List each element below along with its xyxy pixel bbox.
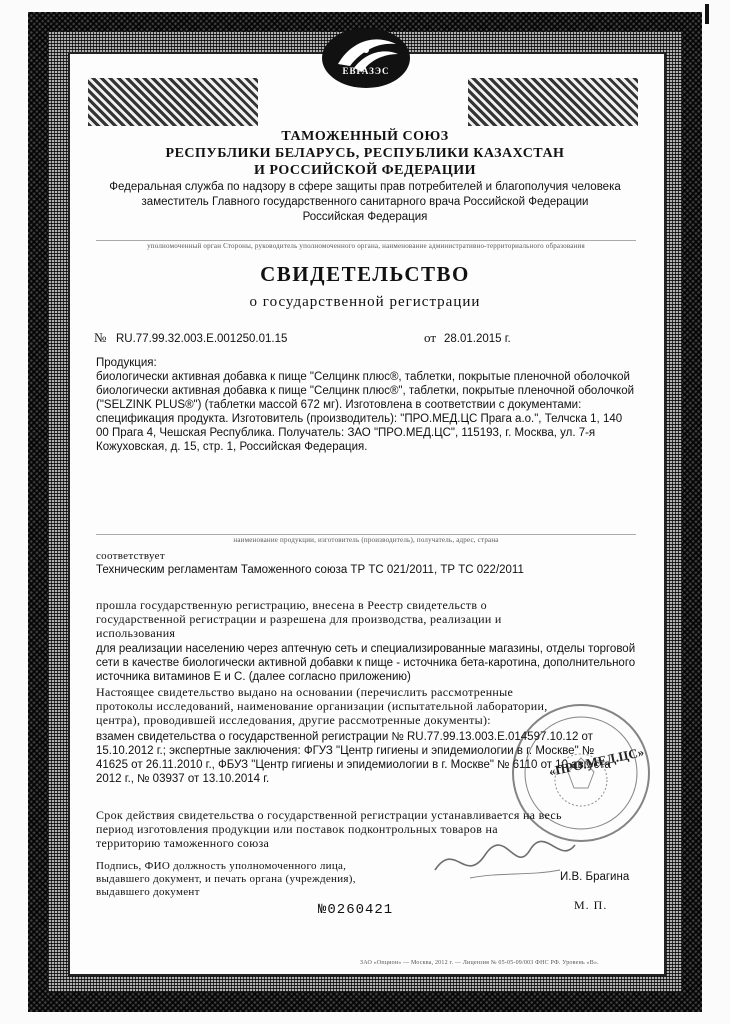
product-line-4: ("SELZINK PLUS®") (таблетки массой 672 мг). Изготовлена в соответствии с документами:: [96, 399, 582, 411]
states-heading-line2: И РОССИЙСКОЙ ФЕДЕРАЦИИ: [254, 163, 476, 178]
usage-line-3: источника витаминов Е и С. (далее согласно приложению): [96, 671, 411, 683]
ornament-band-left: [88, 78, 258, 126]
number-prefix: №: [94, 330, 107, 345]
registration-line-2: государственной регистрации и разрешена для производства, реализации и: [96, 612, 502, 626]
signature-label-1: Подпись, ФИО должность уполномоченного лица,: [96, 860, 347, 872]
signatory-name: И.В. Брагина: [560, 871, 630, 883]
certificate-number: RU.77.99.32.003.E.001250.01.15: [116, 333, 288, 345]
ornament-band-right: [468, 78, 638, 126]
product-line-2: биологически активная добавка к пище "Селцинк плюс®, таблетки, покрытые пленочной оболочкой: [96, 371, 630, 383]
authority-line1: Федеральная служба по надзору в сфере защиты прав потребителей и благополучия человека: [109, 181, 621, 193]
product-label: Продукция:: [96, 357, 157, 369]
states-heading-line1: РЕСПУБЛИКИ БЕЛАРУСЬ, РЕСПУБЛИКИ КАЗАХСТАН: [165, 146, 565, 161]
documents-line-4: 2012 г., № 03937 от 13.10.2014 г.: [96, 773, 270, 785]
authority-caption: уполномоченный орган Стороны, руководитель уполномоченного органа, наименование административно-территориального образования: [96, 240, 636, 250]
signature-label-3: выдавшего документ: [96, 886, 200, 898]
product-line-6: 00 Прага 4, Чешская Республика. Получатель: ЗАО "ПРО.МЕД.ЦС", 115193, г. Москва, ул. 7-я: [96, 427, 596, 439]
usage-line-2: сети в качестве биологически активной добавки к пище - источника бета-каротина, дополнительного: [96, 657, 636, 669]
scan-edge-mark: [705, 4, 709, 24]
union-heading: ТАМОЖЕННЫЙ СОЮЗ: [281, 129, 449, 144]
stamp-text: «ПРО.МЕД.ЦС»: [547, 744, 646, 779]
blank-number: №0260421: [318, 902, 394, 918]
documents-line-3: 41625 от 26.11.2010 г., ФБУЗ "Центр гигиены и эпидемиологии в г. Москве" № 6110 от 10 августа: [96, 759, 611, 771]
registration-line-1: прошла государственную регистрацию, внесена в Реестр свидетельств о: [96, 598, 487, 612]
handwritten-signature: [430, 830, 580, 890]
product-caption: наименование продукции, изготовитель (производитель), получатель, адрес, страна: [96, 534, 636, 544]
print-footer: ЗАО «Опцион» — Москва, 2012 г. — Лицензия № 05-05-09/003 ФНС РФ. Уровень «В».: [360, 960, 599, 966]
certificate-date: 28.01.2015 г.: [444, 333, 511, 345]
usage-line-1: для реализации населению через аптечную сеть и специализированные магазины, отделы торговой: [96, 643, 636, 655]
product-line-3: биологически активная добавка к пище "Селцинк плюс®", таблетки, покрытые пленочной оболочкой: [96, 385, 635, 397]
conformity-text: Техническим регламентам Таможенного союза ТР ТС 021/2011, ТР ТС 022/2011: [96, 564, 524, 576]
conformity-label: соответствует: [96, 550, 165, 562]
basis-line-2: протоколы исследований, наименование организации (испытательной лаборатории,: [96, 699, 548, 713]
certificate-subtitle: о государственной регистрации: [249, 294, 481, 310]
authority-line3: Российская Федерация: [302, 211, 428, 223]
basis-line-1: Настоящее свидетельство выдано на основании (перечислить рассмотренные: [96, 685, 514, 699]
signature-label-2: выдавшего документ, и печать органа (учреждения),: [96, 873, 356, 885]
date-prefix: от: [424, 330, 437, 345]
basis-line-3: центра), проводившей исследования, другие рассмотренные документы):: [96, 713, 491, 727]
validity-line-1: Срок действия свидетельства о государственной регистрации устанавливается на весь: [96, 808, 562, 822]
product-line-5: спецификация продукта. Изготовитель (производитель): "ПРО.МЕД.ЦС Прага а.о.", Телчска 1, 140: [96, 413, 623, 425]
validity-line-3: территорию таможенного союза: [96, 836, 270, 850]
emblem-label: ЕВРАЗЭС: [342, 66, 390, 76]
authority-line2: заместитель Главного государственного санитарного врача Российской Федерации: [141, 196, 589, 208]
product-line-7: Кожуховская, д. 15, стр. 1, Российская Федерация.: [96, 441, 368, 453]
documents-line-2: 15.10.2012 г.; экспертные заключения: ФГУЗ "Центр гигиены и эпидемиологии в г. Москве" №: [96, 745, 595, 757]
certificate-title: СВИДЕТЕЛЬСТВО: [260, 262, 470, 286]
validity-line-2: период изготовления продукции или поставок подконтрольных товаров на: [96, 822, 498, 836]
documents-line-1: взамен свидетельства о государственной регистрации № RU.77.99.13.003.Е.014597.10.12 от: [96, 731, 593, 743]
eurasec-emblem: [318, 20, 414, 90]
registration-line-3: использования: [96, 626, 176, 640]
seal-place: М. П.: [574, 898, 608, 912]
